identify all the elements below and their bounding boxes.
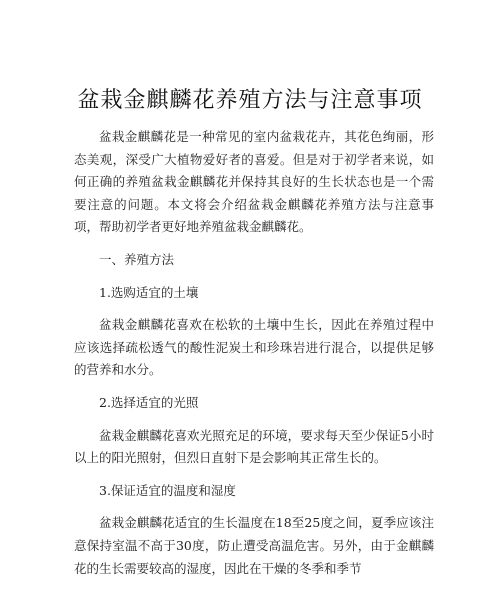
- document-body: [74, 126, 434, 590]
- paragraph-temperature-humidity: 盆栽金麒麟花适宜的生长温度在18至25度之间，夏季应该注意保持室温不高于30度，防止遭受高温危害。另外，由于金麒麟花的生长需要较高的湿度，因此在干燥的冬季和季节: [74, 515, 434, 576]
- document-title: 盆栽金麒麟花养殖方法与注意事项: [77, 88, 423, 113]
- paragraph-soil: 盆栽金麒麟花喜欢在松软的土壤中生长，因此在养殖过程中应该选择疏松透气的酸性泥炭土和珍珠岩进行混合，以提供足够的营养和水分。: [74, 317, 434, 378]
- subheading-temperature-humidity: 3.保证适宜的温度和湿度: [99, 482, 236, 498]
- intro-paragraph: 盆栽金麒麟花是一种常见的室内盆栽花卉，其花色绚丽，形态美观，深受广大植物爱好者的喜爱。但是对于初学者来说，如何正确的养殖盆栽金麒麟花并保持其良好的生长状态也是一个需要注意的问题。本文将会介绍盆栽金麒麟花养殖方法与注意事项，帮助初学者更好地养殖盆栽金麒麟花。: [74, 129, 434, 235]
- subheading-light: 2.选择适宜的光照: [99, 394, 199, 410]
- paragraph-light: 盆栽金麒麟花喜欢光照充足的环境，要求每天至少保证5小时以上的阳光照射，但烈日直射下是会影响其正常生长的。: [74, 427, 434, 466]
- subheading-soil: 1.选购适宜的土壤: [99, 284, 199, 300]
- section-heading-cultivation: 一、养殖方法: [99, 251, 175, 267]
